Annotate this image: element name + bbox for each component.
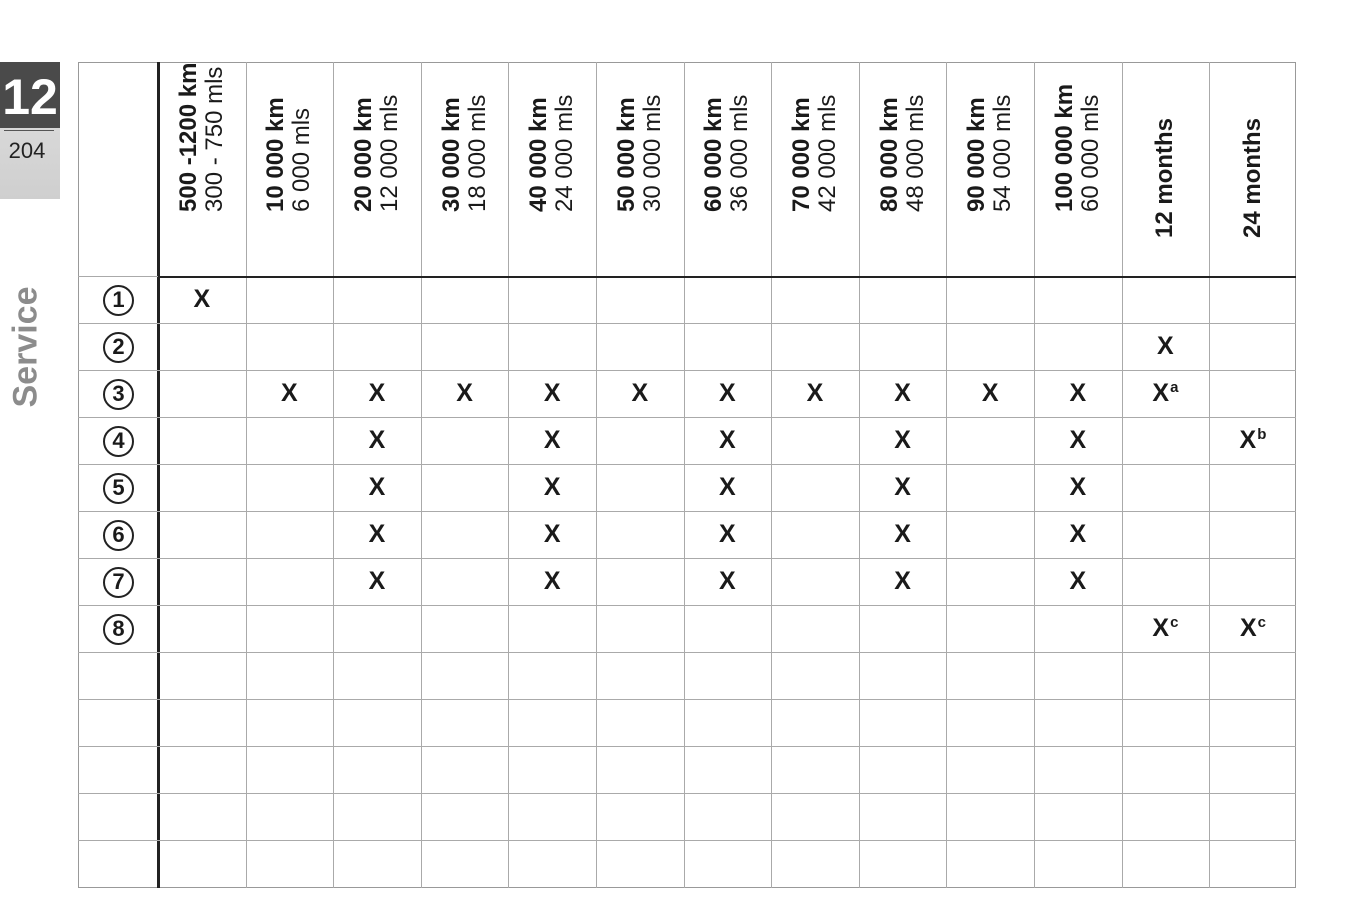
column-header xyxy=(596,62,684,276)
check-mark: X xyxy=(1069,473,1087,501)
chapter-tab xyxy=(0,62,60,199)
footnote-marker: c xyxy=(1257,614,1266,631)
row-number-badge: 6 xyxy=(103,520,134,551)
check-mark: X xyxy=(368,520,386,548)
column-header-text xyxy=(789,95,841,212)
table-cell xyxy=(859,511,947,558)
table-cell xyxy=(333,511,421,558)
table-cell xyxy=(333,417,421,464)
check-mark: X xyxy=(894,520,911,548)
column-header-text xyxy=(526,95,578,212)
table-cell xyxy=(508,511,596,558)
table-cell xyxy=(1034,464,1122,511)
check-mark: X xyxy=(1069,567,1087,595)
column-header xyxy=(946,62,1034,276)
table-cell xyxy=(1122,605,1210,652)
row-divider xyxy=(78,605,1296,606)
row-number-badge: 5 xyxy=(103,473,134,504)
header-divider xyxy=(158,276,1296,278)
check-mark: X xyxy=(631,379,649,407)
table-cell xyxy=(246,370,334,417)
check-mark: X xyxy=(719,379,736,407)
row-number-badge: 3 xyxy=(103,379,134,410)
column-header-secondary: 30 000 mls xyxy=(638,94,666,212)
column-header-text xyxy=(614,95,666,212)
column-header-text xyxy=(176,63,228,212)
column-header-text xyxy=(964,95,1016,212)
column-header-secondary: 42 000 mls xyxy=(813,94,841,212)
row-divider xyxy=(78,699,1296,700)
column-header-secondary: 18 000 mls xyxy=(463,94,491,212)
check-mark: X xyxy=(1239,426,1257,454)
check-mark: X xyxy=(894,567,911,595)
check-mark: X xyxy=(1152,379,1170,407)
table-cell xyxy=(1034,417,1122,464)
table-cell xyxy=(859,558,947,605)
check-mark: X xyxy=(981,379,999,407)
column-header-primary: 40 000 km xyxy=(525,97,553,212)
check-mark: X xyxy=(368,379,386,407)
column-header-secondary: 36 000 mls xyxy=(726,94,754,212)
table-cell xyxy=(333,464,421,511)
column-header-primary: 50 000 km xyxy=(612,97,640,212)
check-mark: X xyxy=(1069,520,1087,548)
row-number-badge: 7 xyxy=(103,567,134,598)
column-header xyxy=(1209,62,1297,276)
section-title-text: Service xyxy=(6,286,45,408)
table-cell xyxy=(946,370,1034,417)
table-cell xyxy=(1209,605,1297,652)
column-header xyxy=(859,62,947,276)
column-header-secondary: 300 - 750 mls xyxy=(200,66,228,212)
table-cell xyxy=(684,417,772,464)
column-header xyxy=(684,62,772,276)
table-cell xyxy=(508,370,596,417)
check-mark: X xyxy=(543,426,561,454)
column-header xyxy=(421,62,509,276)
check-mark: X xyxy=(894,473,911,501)
row-divider xyxy=(78,746,1296,747)
column-header-primary: 70 000 km xyxy=(787,97,815,212)
column-header-primary: 12 months xyxy=(1151,117,1179,238)
check-mark: X xyxy=(1152,614,1170,642)
check-mark: X xyxy=(281,379,298,407)
table-cell xyxy=(1034,370,1122,417)
column-header-primary: 500 -1200 km xyxy=(174,62,202,212)
check-mark: X xyxy=(1069,426,1087,454)
table-cell xyxy=(508,558,596,605)
check-mark: X xyxy=(193,285,211,313)
check-mark: X xyxy=(719,473,736,501)
column-header xyxy=(1034,62,1122,276)
column-header xyxy=(1122,62,1210,276)
footnote-marker: a xyxy=(1170,379,1179,396)
column-header-text xyxy=(263,97,315,212)
table-cell xyxy=(333,370,421,417)
chapter-tab-divider xyxy=(4,130,54,131)
table-cell xyxy=(1122,370,1210,417)
check-mark: X xyxy=(456,379,473,407)
column-header-text xyxy=(1152,118,1178,238)
column-header xyxy=(771,62,859,276)
column-header xyxy=(246,62,334,276)
table-cell xyxy=(1209,417,1297,464)
check-mark: X xyxy=(368,567,386,595)
row-divider xyxy=(78,793,1296,794)
check-mark: X xyxy=(719,520,736,548)
column-header-secondary: 12 000 mls xyxy=(375,94,403,212)
check-mark: X xyxy=(894,379,911,407)
column-header-primary: 30 000 km xyxy=(437,97,465,212)
table-cell xyxy=(596,370,684,417)
column-header-text xyxy=(439,95,491,212)
column-header-primary: 20 000 km xyxy=(349,97,377,212)
footnote-marker: c xyxy=(1170,614,1179,631)
check-mark: X xyxy=(806,379,824,407)
row-number-badge: 2 xyxy=(103,332,134,363)
row-divider xyxy=(78,652,1296,653)
check-mark: X xyxy=(1157,332,1174,360)
footnote-marker: b xyxy=(1257,426,1267,443)
column-header-secondary: 54 000 mls xyxy=(989,94,1017,212)
column-header-secondary: 60 000 mls xyxy=(1076,94,1104,212)
table-cell xyxy=(508,417,596,464)
check-mark: X xyxy=(894,426,911,454)
column-header-primary: 100 000 km xyxy=(1050,83,1078,212)
check-mark: X xyxy=(1069,379,1087,407)
column-header-primary: 10 000 km xyxy=(262,97,290,212)
chapter-number: 12 xyxy=(2,69,58,125)
check-mark: X xyxy=(543,567,561,595)
column-header-secondary: 48 000 mls xyxy=(901,94,929,212)
check-mark: X xyxy=(719,426,736,454)
column-header-secondary: 24 000 mls xyxy=(551,94,579,212)
column-header xyxy=(508,62,596,276)
table-cell xyxy=(684,511,772,558)
column-header-secondary: 6 000 mls xyxy=(288,107,316,212)
column-header xyxy=(333,62,421,276)
table-cell xyxy=(1034,511,1122,558)
column-header-text xyxy=(351,95,403,212)
check-mark: X xyxy=(543,379,561,407)
row-number-badge: 8 xyxy=(103,614,134,645)
table-cell xyxy=(1034,558,1122,605)
row-number-badge: 4 xyxy=(103,426,134,457)
check-mark: X xyxy=(1239,614,1257,642)
column-header-text xyxy=(1052,84,1104,212)
table-cell xyxy=(684,464,772,511)
column-header-primary: 80 000 km xyxy=(875,97,903,212)
section-title xyxy=(6,285,46,410)
row-divider xyxy=(78,323,1296,324)
row-number-badge: 1 xyxy=(103,285,134,316)
table-cell xyxy=(859,464,947,511)
page-number: 204 xyxy=(8,138,46,163)
table-cell xyxy=(508,464,596,511)
table-cell xyxy=(684,558,772,605)
check-mark: X xyxy=(719,567,736,595)
check-mark: X xyxy=(543,520,561,548)
column-header-primary: 90 000 km xyxy=(963,97,991,212)
table-cell xyxy=(859,417,947,464)
table-cell xyxy=(421,370,509,417)
column-header-text xyxy=(1240,118,1266,238)
column-header-primary: 60 000 km xyxy=(700,97,728,212)
row-divider xyxy=(78,840,1296,841)
table-cell xyxy=(158,276,246,323)
column-header-text xyxy=(877,95,929,212)
check-mark: X xyxy=(368,426,386,454)
column-header-primary: 24 months xyxy=(1238,117,1266,238)
table-cell xyxy=(333,558,421,605)
check-mark: X xyxy=(368,473,386,501)
column-header xyxy=(158,62,246,276)
table-cell xyxy=(684,370,772,417)
table-cell xyxy=(859,370,947,417)
column-header-text xyxy=(701,95,753,212)
check-mark: X xyxy=(543,473,561,501)
table-cell xyxy=(771,370,859,417)
table-cell xyxy=(1122,323,1210,370)
header-divider-label xyxy=(78,276,158,277)
